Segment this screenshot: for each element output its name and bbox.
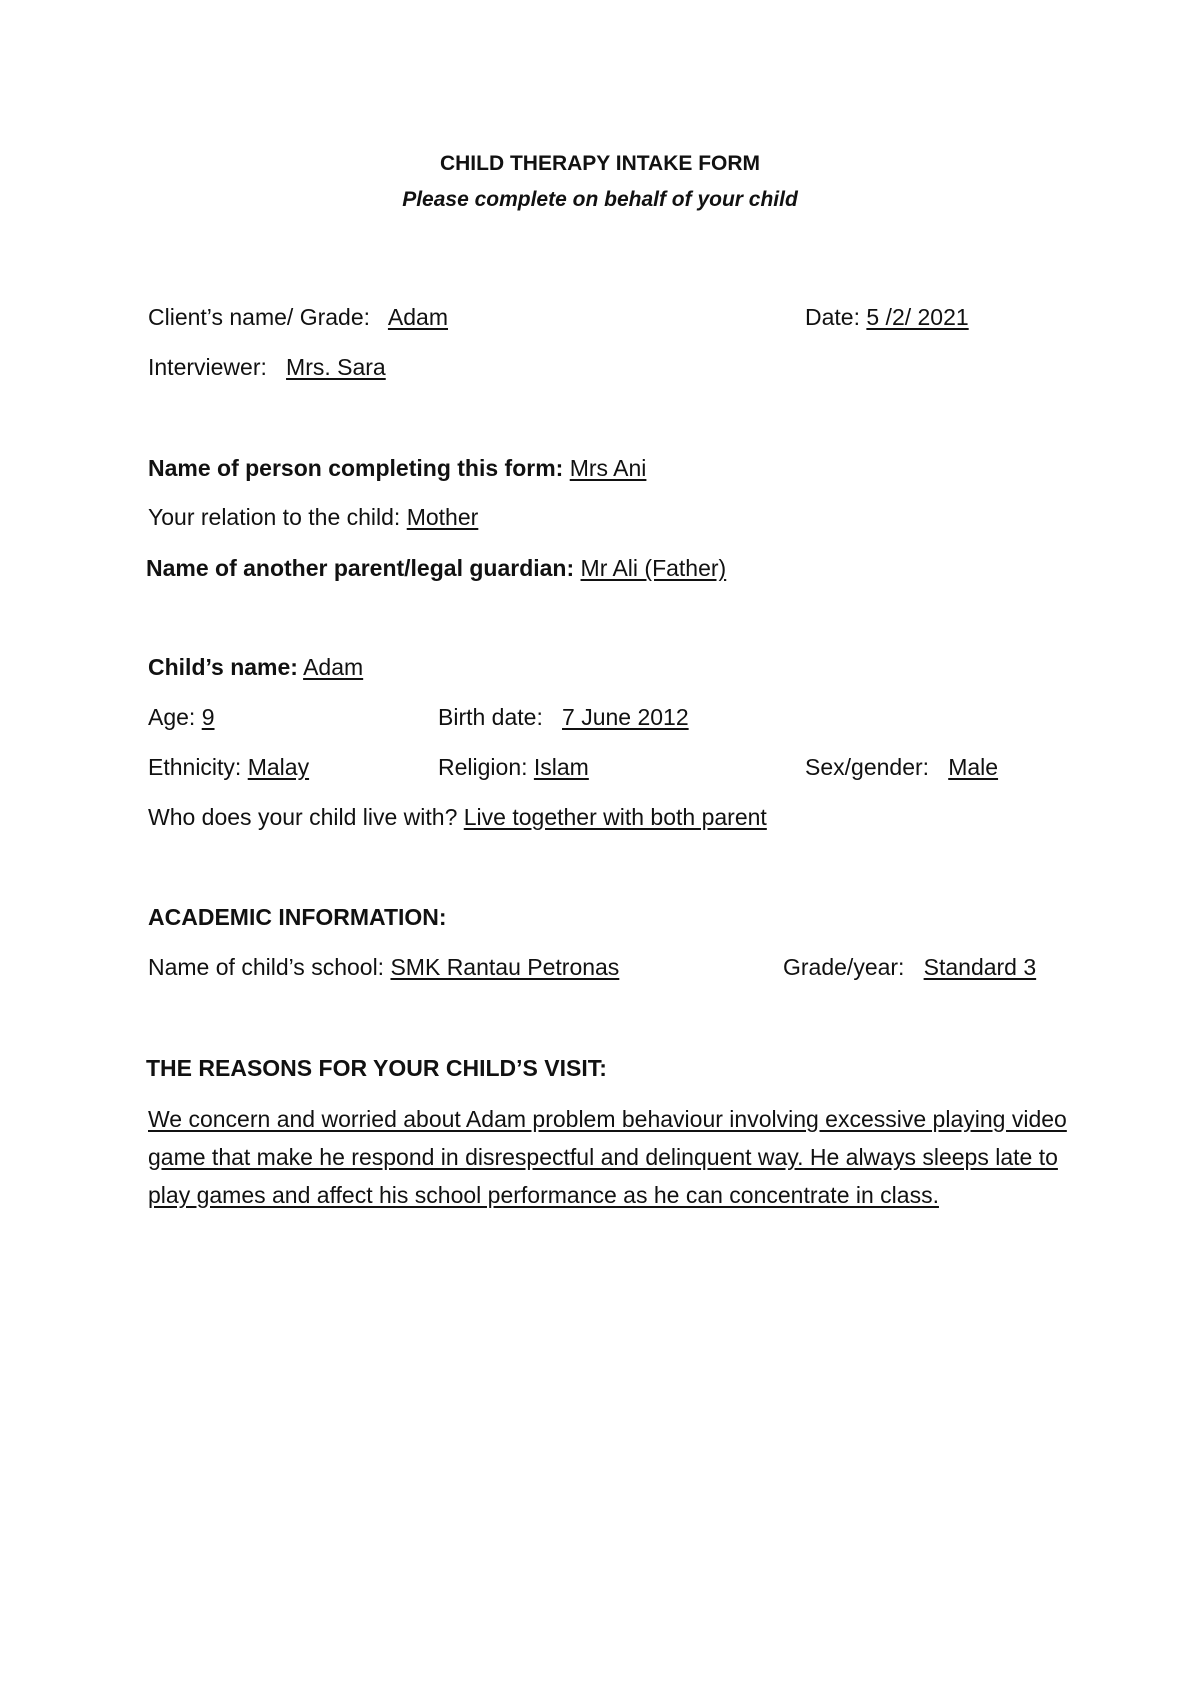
birth-date-value: 7 June 2012 (562, 704, 689, 730)
interviewer-label: Interviewer: (148, 354, 267, 380)
form-title: CHILD THERAPY INTAKE FORM (439, 152, 761, 175)
person-completing-value: Mrs Ani (569, 455, 647, 481)
client-name-label: Client’s name/ Grade: (148, 304, 371, 330)
religion-field (438, 752, 589, 782)
age-field (148, 702, 215, 732)
religion-value: Islam (533, 754, 589, 780)
grade-year-label: Grade/year: (783, 954, 905, 980)
interviewer-row (148, 352, 386, 382)
date-value: 5 /2/ 2021 (866, 304, 969, 330)
other-parent-label: Name of another parent/legal guardian: (146, 555, 575, 581)
relation-row (148, 502, 478, 532)
reasons-text: We concern and worried about Adam problem behaviour involving excessive playing video game that make he respond in disrespectful and delinquent way. He always sleeps late to play games and affect his school performance as he can concentrate in class. (148, 1106, 1067, 1208)
lives-with-value: Live together with both parent (463, 804, 767, 830)
sex-gender-field (805, 752, 998, 782)
ethnicity-value: Malay (247, 754, 310, 780)
birth-date-label: Birth date: (438, 704, 543, 730)
lives-with-label: Who does your child live with? (148, 804, 458, 830)
grade-year-field (783, 952, 1036, 982)
other-parent-value: Mr Ali (Father) (580, 555, 727, 581)
age-value: 9 (201, 704, 215, 730)
date-label: Date: (805, 304, 860, 330)
sex-gender-label: Sex/gender: (805, 754, 930, 780)
school-value: SMK Rantau Petronas (390, 954, 620, 980)
age-label: Age: (148, 704, 196, 730)
relation-label: Your relation to the child: (148, 504, 401, 530)
client-name-value: Adam (387, 304, 449, 330)
religion-label: Religion: (438, 754, 528, 780)
ethnicity-label: Ethnicity: (148, 754, 242, 780)
school-label: Name of child’s school: (148, 954, 385, 980)
person-completing-label: Name of person completing this form: (148, 455, 564, 481)
reasons-heading: THE REASONS FOR YOUR CHILD’S VISIT: (146, 1055, 607, 1081)
child-name-label: Child’s name: (148, 654, 298, 680)
ethnicity-field (148, 752, 309, 782)
child-name-row (148, 652, 363, 682)
lives-with-row (148, 802, 767, 832)
interviewer-value: Mrs. Sara (286, 354, 386, 380)
academic-heading: ACADEMIC INFORMATION: (148, 904, 447, 930)
child-name-value: Adam (303, 654, 364, 680)
other-parent-row (146, 553, 726, 583)
sex-gender-value: Male (948, 754, 999, 780)
birth-date-field (438, 702, 689, 732)
person-completing-row (148, 453, 646, 483)
relation-value: Mother (406, 504, 479, 530)
form-subtitle: Please complete on behalf of your child (402, 188, 798, 211)
school-row (148, 952, 619, 982)
date-field (805, 302, 969, 332)
grade-year-value: Standard 3 (923, 954, 1037, 980)
client-name-row (148, 302, 448, 332)
